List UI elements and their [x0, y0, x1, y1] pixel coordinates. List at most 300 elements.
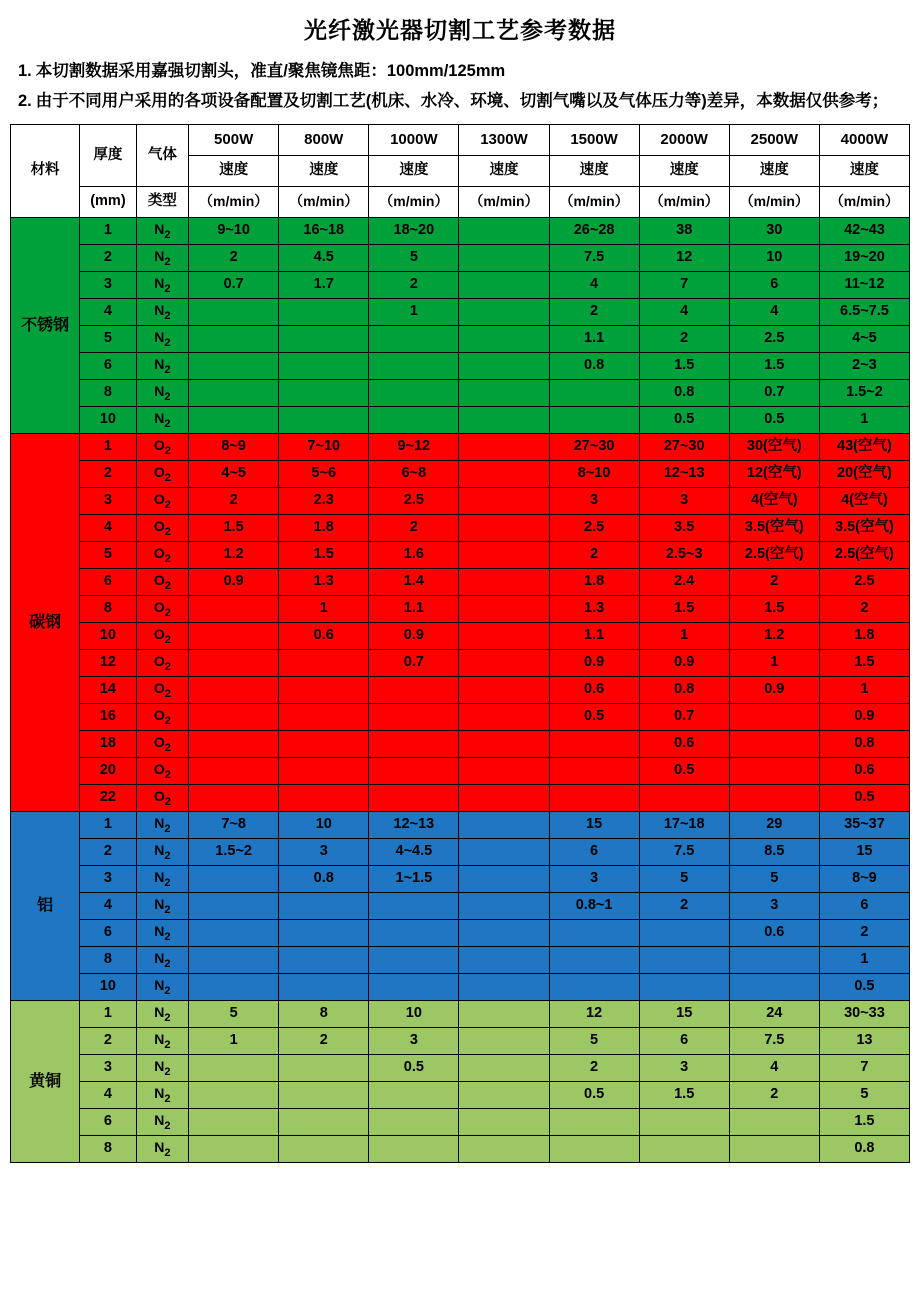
speed-cell-4000w: 13	[819, 1028, 909, 1055]
speed-cell-4000w: 2	[819, 596, 909, 623]
speed-cell-1300w	[459, 1055, 549, 1082]
table-row	[11, 245, 910, 272]
speed-cell-1300w	[459, 542, 549, 569]
table-row	[11, 380, 910, 407]
speed-cell-500w	[189, 1055, 279, 1082]
speed-cell-1000w: 1~1.5	[369, 866, 459, 893]
speed-cell-1500w: 7.5	[549, 245, 639, 272]
header-power-500w: 500W	[189, 125, 279, 156]
gas-cell: $N_2$	[136, 326, 188, 353]
table-head	[11, 125, 910, 218]
speed-cell-4000w: 1.5	[819, 650, 909, 677]
speed-cell-2000w: 1.5	[639, 1082, 729, 1109]
speed-cell-1300w	[459, 1028, 549, 1055]
speed-cell-1500w	[549, 731, 639, 758]
thickness-cell: 8	[80, 1136, 137, 1163]
note-2-text: 由于不同用户采用的各项设备配置及切割工艺(机床、水冷、环境、切割气嘴以及气体压力等)差异，本数据仅供参考；	[35, 91, 889, 110]
speed-cell-2000w: 0.5	[639, 407, 729, 434]
header-power-1500w: 1500W	[549, 125, 639, 156]
speed-cell-800w	[279, 1082, 369, 1109]
thickness-cell: 2	[80, 245, 137, 272]
speed-cell-500w	[189, 596, 279, 623]
speed-cell-1500w	[549, 1136, 639, 1163]
thickness-cell: 1	[80, 434, 137, 461]
speed-cell-800w	[279, 920, 369, 947]
header-speed-2500w: 速度	[729, 156, 819, 187]
speed-cell-1300w	[459, 1109, 549, 1136]
speed-cell-1500w: 26~28	[549, 218, 639, 245]
table-body	[11, 218, 910, 1163]
speed-cell-500w	[189, 758, 279, 785]
gas-cell: $O_2$	[136, 461, 188, 488]
table-row	[11, 1001, 910, 1028]
table-row	[11, 326, 910, 353]
gas-cell: $N_2$	[136, 974, 188, 1001]
gas-cell: $N_2$	[136, 407, 188, 434]
speed-cell-500w	[189, 974, 279, 1001]
thickness-cell: 4	[80, 515, 137, 542]
thickness-cell: 3	[80, 488, 137, 515]
thickness-cell: 8	[80, 596, 137, 623]
speed-cell-1500w: 0.9	[549, 650, 639, 677]
speed-cell-2500w: 3	[729, 893, 819, 920]
gas-cell: $N_2$	[136, 1055, 188, 1082]
table-row	[11, 785, 910, 812]
table-row	[11, 812, 910, 839]
speed-cell-1000w: 18~20	[369, 218, 459, 245]
speed-cell-500w	[189, 704, 279, 731]
speed-cell-800w: 2	[279, 1028, 369, 1055]
gas-cell: $N_2$	[136, 380, 188, 407]
speed-cell-500w	[189, 623, 279, 650]
thickness-cell: 10	[80, 974, 137, 1001]
speed-cell-4000w: 30~33	[819, 1001, 909, 1028]
material-cell: 碳钢	[11, 434, 80, 812]
speed-cell-2500w: 2	[729, 569, 819, 596]
gas-cell: $O_2$	[136, 785, 188, 812]
gas-cell: $N_2$	[136, 218, 188, 245]
speed-cell-1500w: 12	[549, 1001, 639, 1028]
gas-cell: $O_2$	[136, 596, 188, 623]
speed-cell-4000w: 1	[819, 407, 909, 434]
speed-cell-2500w: 30	[729, 218, 819, 245]
speed-cell-2500w: 5	[729, 866, 819, 893]
speed-cell-500w: 7~8	[189, 812, 279, 839]
speed-cell-2500w: 4(空气)	[729, 488, 819, 515]
thickness-cell: 2	[80, 1028, 137, 1055]
speed-cell-2500w: 8.5	[729, 839, 819, 866]
thickness-cell: 1	[80, 218, 137, 245]
speed-cell-2500w: 4	[729, 299, 819, 326]
speed-cell-1300w	[459, 326, 549, 353]
speed-cell-1500w: 0.8	[549, 353, 639, 380]
gas-cell: $O_2$	[136, 677, 188, 704]
speed-cell-500w	[189, 299, 279, 326]
speed-cell-500w	[189, 353, 279, 380]
speed-cell-1500w: 27~30	[549, 434, 639, 461]
speed-cell-800w: 10	[279, 812, 369, 839]
speed-cell-800w	[279, 299, 369, 326]
header-row-unit	[11, 187, 910, 218]
gas-cell: $O_2$	[136, 542, 188, 569]
speed-cell-800w	[279, 407, 369, 434]
thickness-cell: 5	[80, 326, 137, 353]
speed-cell-1000w	[369, 920, 459, 947]
gas-cell: $N_2$	[136, 947, 188, 974]
speed-cell-1300w	[459, 974, 549, 1001]
speed-cell-500w	[189, 866, 279, 893]
speed-cell-1000w	[369, 974, 459, 1001]
speed-cell-2500w: 3.5(空气)	[729, 515, 819, 542]
header-power-800w: 800W	[279, 125, 369, 156]
speed-cell-1000w: 1.4	[369, 569, 459, 596]
speed-cell-1500w	[549, 974, 639, 1001]
table-row	[11, 974, 910, 1001]
speed-cell-4000w: 35~37	[819, 812, 909, 839]
speed-cell-1500w: 4	[549, 272, 639, 299]
speed-cell-500w	[189, 893, 279, 920]
speed-cell-2000w	[639, 974, 729, 1001]
material-cell: 铝	[11, 812, 80, 1001]
speed-cell-800w: 3	[279, 839, 369, 866]
speed-cell-2500w: 0.6	[729, 920, 819, 947]
speed-cell-4000w: 2.5(空气)	[819, 542, 909, 569]
speed-cell-2000w: 0.8	[639, 677, 729, 704]
speed-cell-4000w: 3.5(空气)	[819, 515, 909, 542]
thickness-cell: 8	[80, 380, 137, 407]
speed-cell-1500w: 0.5	[549, 1082, 639, 1109]
document-page	[0, 12, 920, 1312]
speed-cell-800w	[279, 1136, 369, 1163]
gas-cell: $N_2$	[136, 839, 188, 866]
gas-cell: $O_2$	[136, 488, 188, 515]
speed-cell-800w: 1.7	[279, 272, 369, 299]
gas-cell: $N_2$	[136, 353, 188, 380]
header-unit-2500w: （m/min）	[729, 187, 819, 218]
thickness-cell: 3	[80, 1055, 137, 1082]
speed-cell-1300w	[459, 758, 549, 785]
speed-cell-800w	[279, 380, 369, 407]
header-power-1300w: 1300W	[459, 125, 549, 156]
speed-cell-2000w	[639, 785, 729, 812]
header-row-power	[11, 125, 910, 156]
speed-cell-500w	[189, 380, 279, 407]
speed-cell-500w: 0.9	[189, 569, 279, 596]
speed-cell-2500w: 2.5	[729, 326, 819, 353]
table-row	[11, 920, 910, 947]
speed-cell-1000w	[369, 731, 459, 758]
speed-cell-1300w	[459, 812, 549, 839]
table-row	[11, 218, 910, 245]
thickness-cell: 3	[80, 272, 137, 299]
thickness-cell: 1	[80, 812, 137, 839]
table-row	[11, 623, 910, 650]
table-row	[11, 839, 910, 866]
speed-cell-2500w	[729, 731, 819, 758]
speed-cell-4000w: 0.8	[819, 1136, 909, 1163]
speed-cell-1500w: 3	[549, 866, 639, 893]
speed-cell-2500w	[729, 704, 819, 731]
speed-cell-500w	[189, 1082, 279, 1109]
speed-cell-500w	[189, 1109, 279, 1136]
speed-cell-4000w: 1	[819, 677, 909, 704]
speed-cell-4000w: 4(空气)	[819, 488, 909, 515]
speed-cell-2500w	[729, 785, 819, 812]
speed-cell-800w: 16~18	[279, 218, 369, 245]
thickness-cell: 2	[80, 461, 137, 488]
speed-cell-2000w: 15	[639, 1001, 729, 1028]
speed-cell-1000w	[369, 326, 459, 353]
speed-cell-1300w	[459, 461, 549, 488]
speed-cell-1500w	[549, 407, 639, 434]
table-row	[11, 731, 910, 758]
speed-cell-2000w: 7	[639, 272, 729, 299]
header-speed-1000w: 速度	[369, 156, 459, 187]
table-row	[11, 1028, 910, 1055]
speed-cell-800w	[279, 1109, 369, 1136]
gas-cell: $N_2$	[136, 866, 188, 893]
speed-cell-800w	[279, 758, 369, 785]
speed-cell-1000w	[369, 947, 459, 974]
speed-cell-2000w	[639, 1136, 729, 1163]
speed-cell-1300w	[459, 947, 549, 974]
speed-cell-800w: 1.8	[279, 515, 369, 542]
thickness-cell: 6	[80, 1109, 137, 1136]
thickness-cell: 18	[80, 731, 137, 758]
note-1-text: 本切割数据采用嘉强切割头，准直/聚焦镜焦距：100mm/125mm	[35, 62, 506, 80]
speed-cell-2000w: 0.6	[639, 731, 729, 758]
speed-cell-1000w	[369, 407, 459, 434]
speed-cell-4000w: 2~3	[819, 353, 909, 380]
speed-cell-1300w	[459, 839, 549, 866]
speed-cell-2500w	[729, 758, 819, 785]
speed-cell-1000w: 1	[369, 299, 459, 326]
speed-cell-2500w: 1	[729, 650, 819, 677]
speed-cell-2000w: 0.7	[639, 704, 729, 731]
speed-cell-2000w: 3	[639, 488, 729, 515]
speed-cell-800w	[279, 650, 369, 677]
speed-cell-500w: 1.5	[189, 515, 279, 542]
speed-cell-2000w: 3	[639, 1055, 729, 1082]
header-gas-line1: 气体	[147, 146, 177, 163]
speed-cell-800w	[279, 785, 369, 812]
speed-cell-2000w: 7.5	[639, 839, 729, 866]
speed-cell-4000w: 1.8	[819, 623, 909, 650]
speed-cell-500w: 1	[189, 1028, 279, 1055]
gas-cell: $O_2$	[136, 623, 188, 650]
speed-cell-1000w	[369, 353, 459, 380]
speed-cell-1000w	[369, 758, 459, 785]
speed-cell-500w: 2	[189, 245, 279, 272]
speed-cell-4000w: 6.5~7.5	[819, 299, 909, 326]
speed-cell-2500w: 24	[729, 1001, 819, 1028]
speed-cell-800w	[279, 947, 369, 974]
table-row	[11, 299, 910, 326]
speed-cell-1300w	[459, 569, 549, 596]
gas-cell: $O_2$	[136, 569, 188, 596]
speed-cell-500w	[189, 326, 279, 353]
speed-cell-2000w: 1	[639, 623, 729, 650]
speed-cell-1500w: 15	[549, 812, 639, 839]
speed-cell-2000w: 3.5	[639, 515, 729, 542]
speed-cell-1500w	[549, 920, 639, 947]
speed-cell-4000w: 2	[819, 920, 909, 947]
header-unit-1300w: （m/min）	[459, 187, 549, 218]
note-2-number: 2.	[18, 91, 32, 110]
table-row	[11, 1109, 910, 1136]
speed-cell-2000w	[639, 947, 729, 974]
speed-cell-800w: 7~10	[279, 434, 369, 461]
speed-cell-1300w	[459, 272, 549, 299]
thickness-cell: 10	[80, 407, 137, 434]
speed-cell-800w	[279, 326, 369, 353]
table-row	[11, 488, 910, 515]
gas-cell: $O_2$	[136, 650, 188, 677]
header-thickness	[80, 125, 137, 187]
speed-cell-1300w	[459, 623, 549, 650]
header-power-1000w: 1000W	[369, 125, 459, 156]
thickness-cell: 2	[80, 839, 137, 866]
speed-cell-4000w: 7	[819, 1055, 909, 1082]
table-row	[11, 353, 910, 380]
speed-cell-4000w: 1.5~2	[819, 380, 909, 407]
speed-cell-4000w: 6	[819, 893, 909, 920]
speed-cell-2000w: 38	[639, 218, 729, 245]
speed-cell-800w	[279, 893, 369, 920]
speed-cell-1300w	[459, 434, 549, 461]
header-unit-800w: （m/min）	[279, 187, 369, 218]
table-row	[11, 650, 910, 677]
gas-cell: $N_2$	[136, 920, 188, 947]
table-row	[11, 569, 910, 596]
speed-cell-2500w	[729, 947, 819, 974]
speed-cell-2000w: 0.9	[639, 650, 729, 677]
table-row	[11, 407, 910, 434]
speed-cell-500w	[189, 731, 279, 758]
speed-cell-800w	[279, 1055, 369, 1082]
speed-cell-1500w: 1.1	[549, 326, 639, 353]
header-material: 材料	[11, 125, 80, 218]
speed-cell-1500w	[549, 380, 639, 407]
header-power-4000w: 4000W	[819, 125, 909, 156]
speed-cell-2500w: 2.5(空气)	[729, 542, 819, 569]
speed-cell-1000w	[369, 893, 459, 920]
thickness-cell: 4	[80, 1082, 137, 1109]
speed-cell-500w: 9~10	[189, 218, 279, 245]
speed-cell-1300w	[459, 353, 549, 380]
speed-cell-1000w: 1.6	[369, 542, 459, 569]
gas-cell: $N_2$	[136, 1109, 188, 1136]
speed-cell-2500w: 7.5	[729, 1028, 819, 1055]
header-unit-1500w: （m/min）	[549, 187, 639, 218]
table-row	[11, 704, 910, 731]
thickness-cell: 5	[80, 542, 137, 569]
table-row	[11, 434, 910, 461]
speed-cell-800w: 0.8	[279, 866, 369, 893]
speed-cell-500w	[189, 947, 279, 974]
header-speed-2000w: 速度	[639, 156, 729, 187]
speed-cell-1300w	[459, 299, 549, 326]
gas-cell: $N_2$	[136, 812, 188, 839]
speed-cell-1300w	[459, 1136, 549, 1163]
speed-cell-2500w	[729, 1109, 819, 1136]
speed-cell-2500w: 4	[729, 1055, 819, 1082]
gas-cell: $N_2$	[136, 299, 188, 326]
speed-cell-1000w	[369, 1109, 459, 1136]
thickness-cell: 8	[80, 947, 137, 974]
table-row	[11, 947, 910, 974]
gas-cell: $N_2$	[136, 1082, 188, 1109]
speed-cell-2500w: 1.5	[729, 353, 819, 380]
thickness-cell: 10	[80, 623, 137, 650]
table-row	[11, 1136, 910, 1163]
speed-cell-2000w: 12	[639, 245, 729, 272]
speed-cell-1000w	[369, 785, 459, 812]
thickness-cell: 4	[80, 299, 137, 326]
speed-cell-1500w: 1.1	[549, 623, 639, 650]
speed-cell-1500w: 3	[549, 488, 639, 515]
speed-cell-2000w: 4	[639, 299, 729, 326]
table-row	[11, 596, 910, 623]
header-thickness-line1: 厚度	[93, 146, 123, 163]
speed-cell-2500w: 0.5	[729, 407, 819, 434]
speed-cell-1000w	[369, 704, 459, 731]
speed-cell-500w	[189, 407, 279, 434]
speed-cell-800w: 2.3	[279, 488, 369, 515]
speed-cell-1000w: 2	[369, 515, 459, 542]
speed-cell-1300w	[459, 1082, 549, 1109]
speed-cell-1000w: 2	[369, 272, 459, 299]
speed-cell-4000w: 0.6	[819, 758, 909, 785]
speed-cell-2000w: 17~18	[639, 812, 729, 839]
speed-cell-4000w: 0.9	[819, 704, 909, 731]
speed-cell-2500w: 1.5	[729, 596, 819, 623]
speed-cell-1000w: 0.9	[369, 623, 459, 650]
header-power-2500w: 2500W	[729, 125, 819, 156]
speed-cell-1000w: 4~4.5	[369, 839, 459, 866]
table-row	[11, 515, 910, 542]
speed-cell-4000w: 0.5	[819, 974, 909, 1001]
speed-cell-2500w: 29	[729, 812, 819, 839]
speed-cell-1500w: 0.6	[549, 677, 639, 704]
speed-cell-1000w	[369, 677, 459, 704]
header-gas	[136, 125, 188, 187]
speed-cell-500w: 1.5~2	[189, 839, 279, 866]
gas-cell: $N_2$	[136, 1028, 188, 1055]
note-1	[18, 59, 910, 85]
thickness-cell: 6	[80, 353, 137, 380]
speed-cell-1300w	[459, 245, 549, 272]
speed-cell-1500w	[549, 785, 639, 812]
table-row	[11, 1055, 910, 1082]
header-speed-500w: 速度	[189, 156, 279, 187]
speed-cell-1000w: 10	[369, 1001, 459, 1028]
speed-cell-2500w: 10	[729, 245, 819, 272]
speed-cell-1500w: 1.3	[549, 596, 639, 623]
speed-cell-1300w	[459, 677, 549, 704]
gas-cell: $O_2$	[136, 434, 188, 461]
speed-cell-1000w	[369, 1082, 459, 1109]
speed-cell-2000w: 2.4	[639, 569, 729, 596]
speed-cell-1300w	[459, 920, 549, 947]
speed-cell-800w: 5~6	[279, 461, 369, 488]
thickness-cell: 4	[80, 893, 137, 920]
speed-cell-1500w: 0.5	[549, 704, 639, 731]
speed-cell-800w: 0.6	[279, 623, 369, 650]
thickness-cell: 14	[80, 677, 137, 704]
table-row	[11, 677, 910, 704]
speed-cell-4000w: 8~9	[819, 866, 909, 893]
